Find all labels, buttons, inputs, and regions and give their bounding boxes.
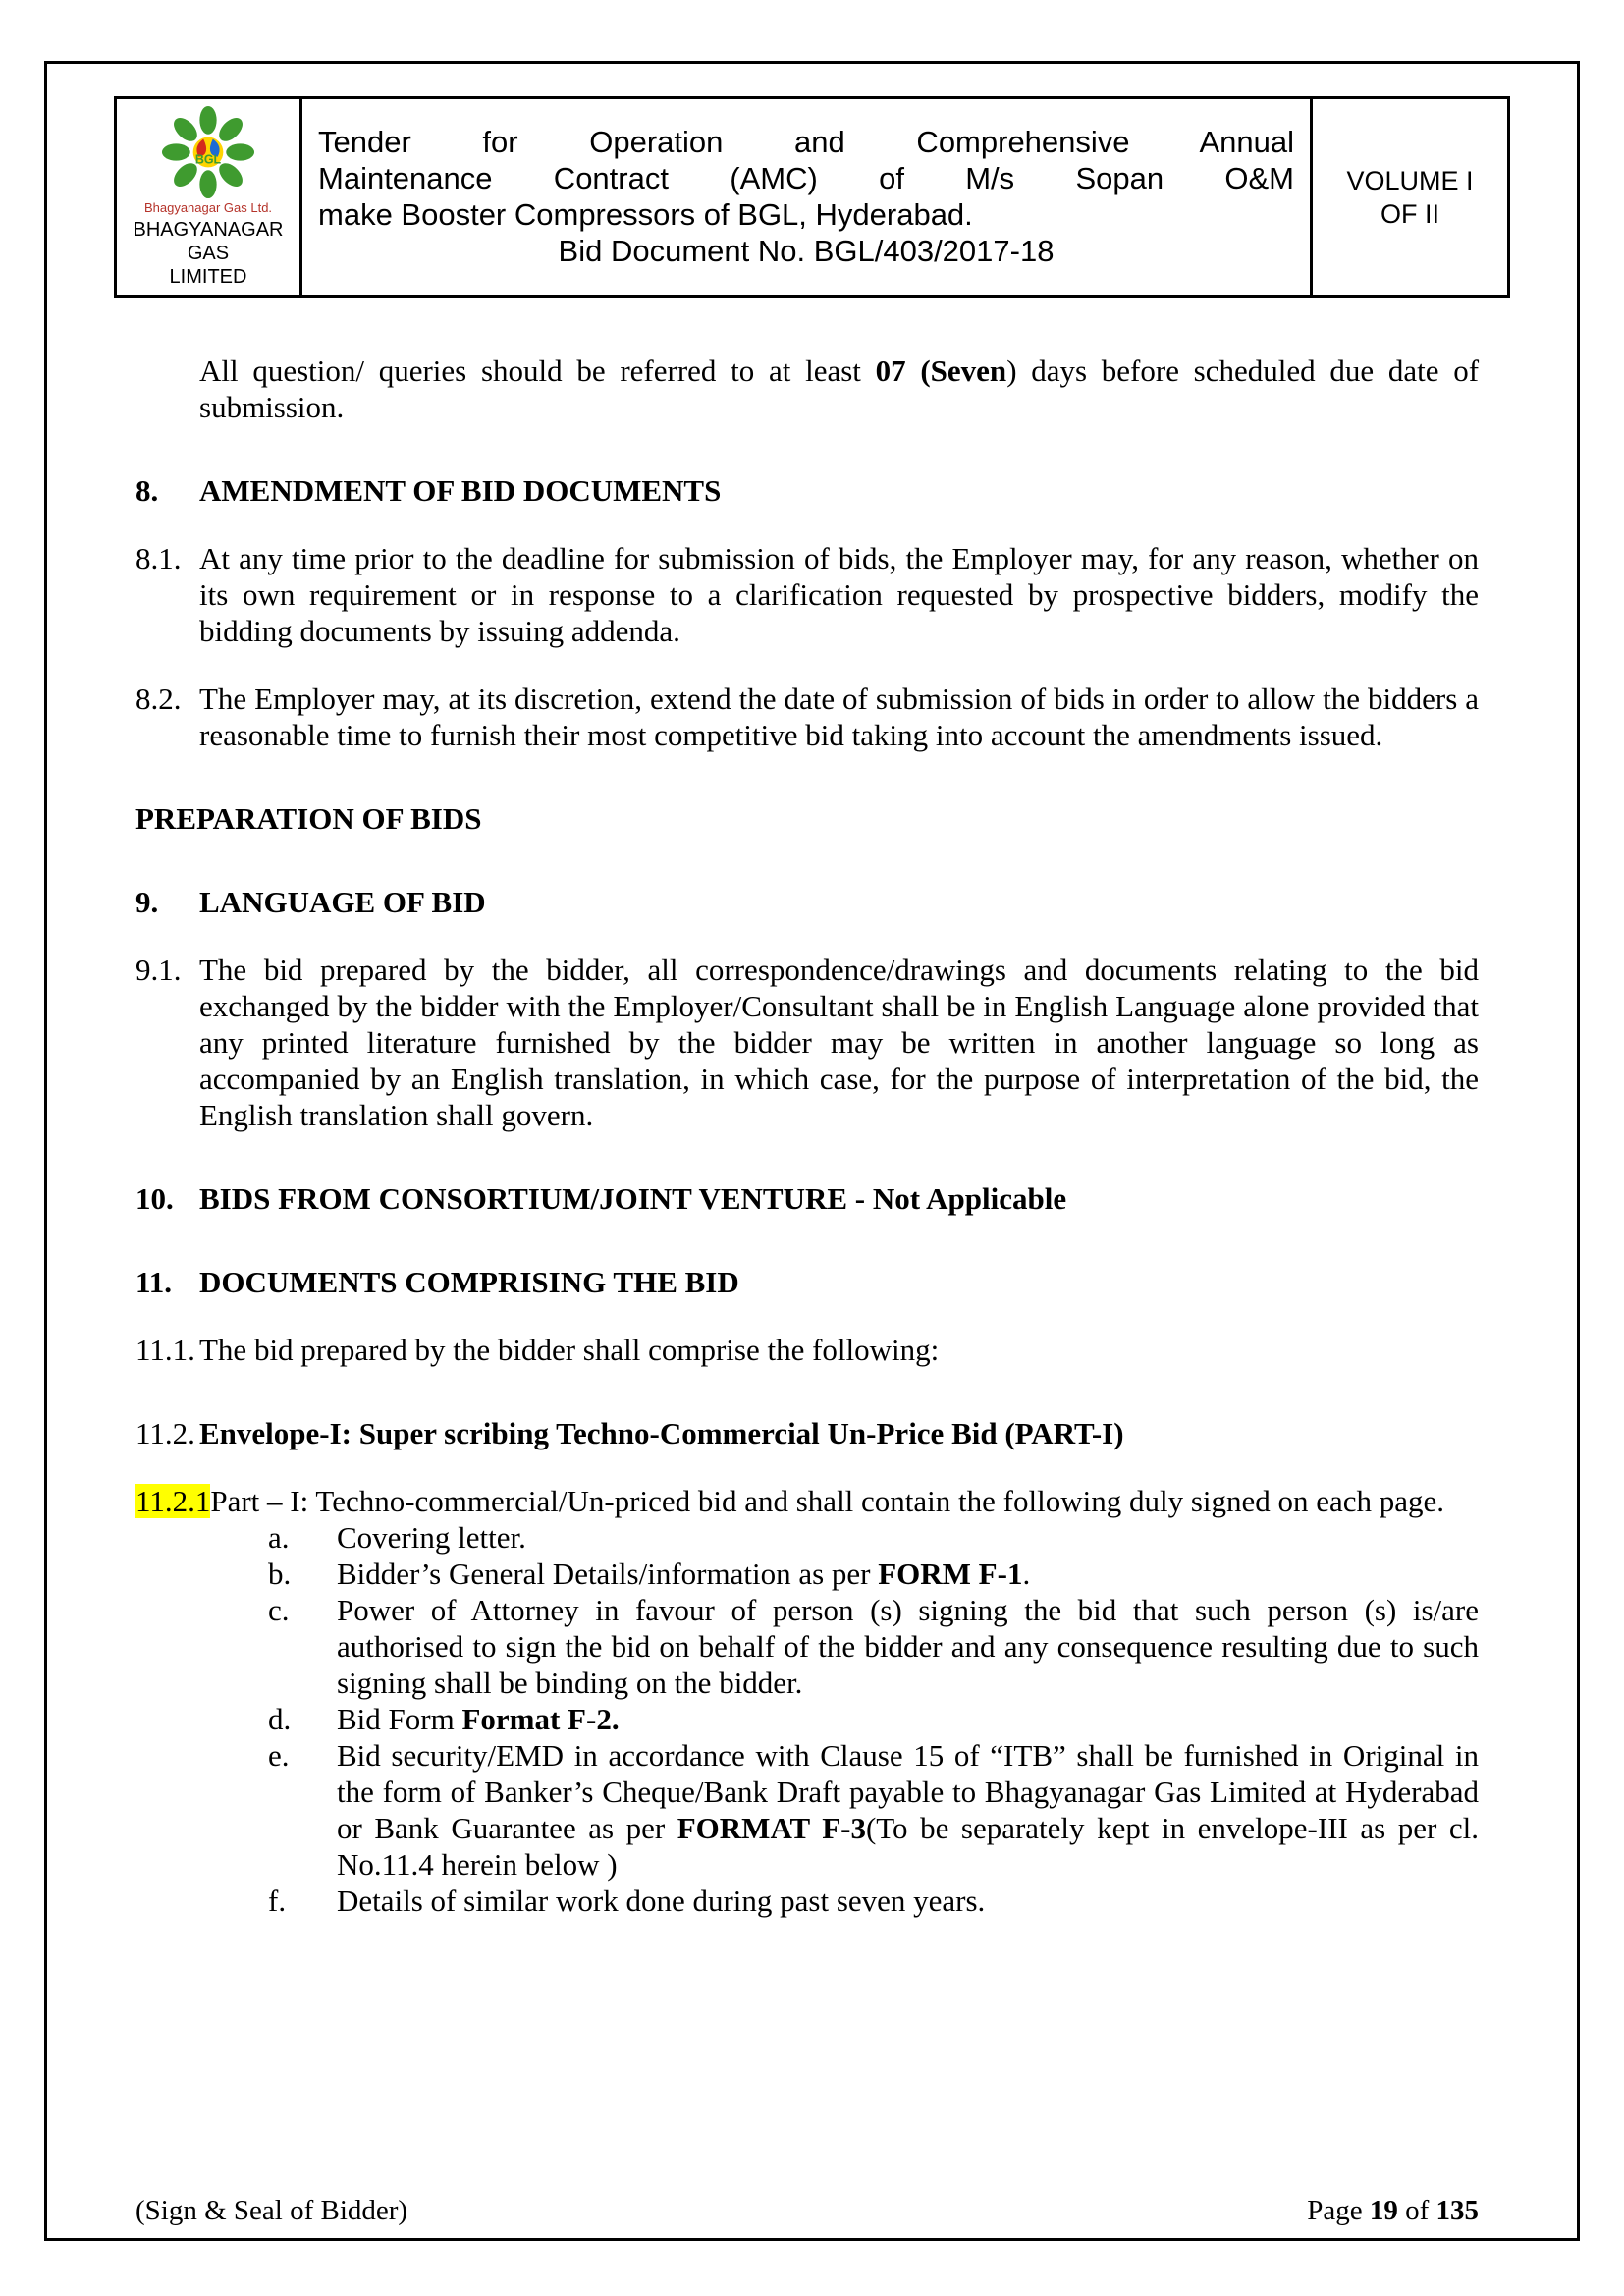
- paragraph-text: The Employer may, at its discretion, extend the date of submission of bids in order to allow the bidders a reasonable time to furnish their most competitive bid taking into account the amendments issued.: [199, 682, 1479, 752]
- volume-cell: [1312, 98, 1509, 297]
- heading-amendment: [135, 472, 1479, 509]
- bgl-logo-icon: [155, 105, 261, 199]
- heading-number: 11.: [135, 1265, 173, 1299]
- list-item-c: [268, 1592, 1479, 1701]
- page-footer: [135, 2193, 1479, 2228]
- paragraph-text: The bid prepared by the bidder, all correspondence/drawings and documents relating to the bid exchanged by the bidder with the Employer/Consultant shall be in English Language alone provided that any printed literature furnished by the bidder may be written in another language so long as accompanied by an English translation, in which case, for the purpose of interpretation of the bid, the English translation shall govern.: [199, 953, 1479, 1132]
- logo-cell: [116, 98, 301, 297]
- tender-title-cell: [301, 98, 1312, 297]
- tender-title-line-1: Tender for Operation and Comprehensive Annual: [318, 124, 1294, 159]
- page-border-frame: [44, 61, 1580, 2241]
- list-letter: e.: [268, 1738, 290, 1773]
- paragraph-text: All question/ queries should be referred to at least 07 (Seven) days before scheduled due date of submission.: [199, 354, 1480, 424]
- document-header-table: [114, 96, 1510, 298]
- list-letter: f.: [268, 1884, 287, 1918]
- list-letter: d.: [268, 1702, 292, 1736]
- volume-line-1: VOLUME I: [1346, 165, 1474, 195]
- paragraph-number: 8.1.: [135, 541, 182, 575]
- list-text: Covering letter.: [337, 1520, 526, 1555]
- tender-title-line-2: Maintenance Contract (AMC) of M/s Sopan O&M: [318, 160, 1294, 195]
- list-letter: b.: [268, 1557, 292, 1591]
- paragraph-11-2-1: [135, 1483, 1479, 1519]
- heading-preparation-of-bids: [135, 800, 1479, 837]
- paragraph-11-2-envelope: [135, 1415, 1479, 1451]
- paragraph-number: 11.1.: [135, 1333, 195, 1367]
- logo-caption: Bhagyanagar Gas Ltd.: [143, 200, 273, 215]
- paragraph-number: 11.2.: [135, 1416, 195, 1450]
- paragraph-number-highlighted: 11.2.1: [135, 1484, 211, 1518]
- paragraph-8-1: [135, 540, 1479, 649]
- heading-text: BIDS FROM CONSORTIUM/JOINT VENTURE - Not Applicable: [199, 1181, 1067, 1216]
- heading-text: DOCUMENTS COMPRISING THE BID: [199, 1265, 739, 1299]
- heading-text: PREPARATION OF BIDS: [135, 801, 482, 836]
- list-text: Bid Form Format F-2.: [337, 1702, 620, 1736]
- heading-documents-comprising: [135, 1264, 1479, 1300]
- list-text: Bidder’s General Details/information as per FORM F-1.: [337, 1557, 1031, 1591]
- paragraph-text: Part – I: Techno-commercial/Un-priced bid and shall contain the following duly signed on each page.: [210, 1484, 1445, 1518]
- heading-number: 9.: [135, 885, 159, 919]
- list-text: Details of similar work done during past seven years.: [337, 1884, 986, 1918]
- list-item-e: [268, 1737, 1479, 1883]
- paragraph-9-1: [135, 952, 1479, 1133]
- org-name-line1: BHAGYANAGAR GAS: [133, 219, 284, 264]
- heading-number: 8.: [135, 473, 159, 508]
- heading-number: 10.: [135, 1181, 174, 1216]
- page-number: Page 19 of 135: [1307, 2195, 1479, 2226]
- list-item-f: [268, 1883, 1479, 1919]
- paragraph-number: 9.1.: [135, 953, 182, 987]
- list-item-d: [268, 1701, 1479, 1737]
- list-item-b: [268, 1556, 1479, 1592]
- volume-line-2: OF II: [1380, 198, 1439, 229]
- list-text: Bid security/EMD in accordance with Clause 15 of “ITB” shall be furnished in Original in the form of Banker’s Cheque/Bank Draft payable to Bhagyanagar Gas Limited at Hyderabad or Bank Guarantee as per FORMAT F-3(To be separately kept in envelope-III as per cl. No.11.4 herein below ): [337, 1738, 1479, 1882]
- list-letter: c.: [268, 1593, 290, 1627]
- list-letter: a.: [268, 1520, 290, 1555]
- document-body: [47, 298, 1577, 1919]
- bid-document-number: Bid Document No. BGL/403/2017-18: [558, 233, 1055, 268]
- org-name-line2: LIMITED: [169, 266, 247, 288]
- heading-language-of-bid: [135, 884, 1479, 920]
- paragraph-text: The bid prepared by the bidder shall comprise the following:: [199, 1333, 940, 1367]
- heading-text: LANGUAGE OF BID: [199, 885, 486, 919]
- paragraph-number: 8.2.: [135, 682, 182, 716]
- logo-monogram: BGL: [194, 152, 222, 167]
- heading-text: AMENDMENT OF BID DOCUMENTS: [199, 473, 722, 508]
- paragraph-number: [135, 353, 199, 425]
- org-name: [121, 218, 296, 289]
- list-text: Power of Attorney in favour of person (s) signing the bid that such person (s) is/are authorised to sign the bid on behalf of the bidder and any consequence resulting due to such signing shall be binding on the bidder.: [337, 1593, 1479, 1700]
- paragraph-8-2: [135, 681, 1479, 753]
- tender-title-line-3: make Booster Compressors of BGL, Hyderabad.: [318, 196, 973, 232]
- heading-bids-from-consortium: [135, 1180, 1479, 1217]
- paragraph-text: At any time prior to the deadline for submission of bids, the Employer may, for any reason, whether on its own requirement or in response to a clarification requested by prospective bidders, modify the bidding documents by issuing addenda.: [199, 541, 1479, 648]
- sign-seal-note: (Sign & Seal of Bidder): [135, 2195, 408, 2226]
- paragraph-queries: [135, 353, 1479, 425]
- paragraph-text: Envelope-I: Super scribing Techno-Commercial Un-Price Bid (PART-I): [199, 1416, 1124, 1450]
- paragraph-11-1: [135, 1332, 1479, 1368]
- list-item-a: [268, 1519, 1479, 1556]
